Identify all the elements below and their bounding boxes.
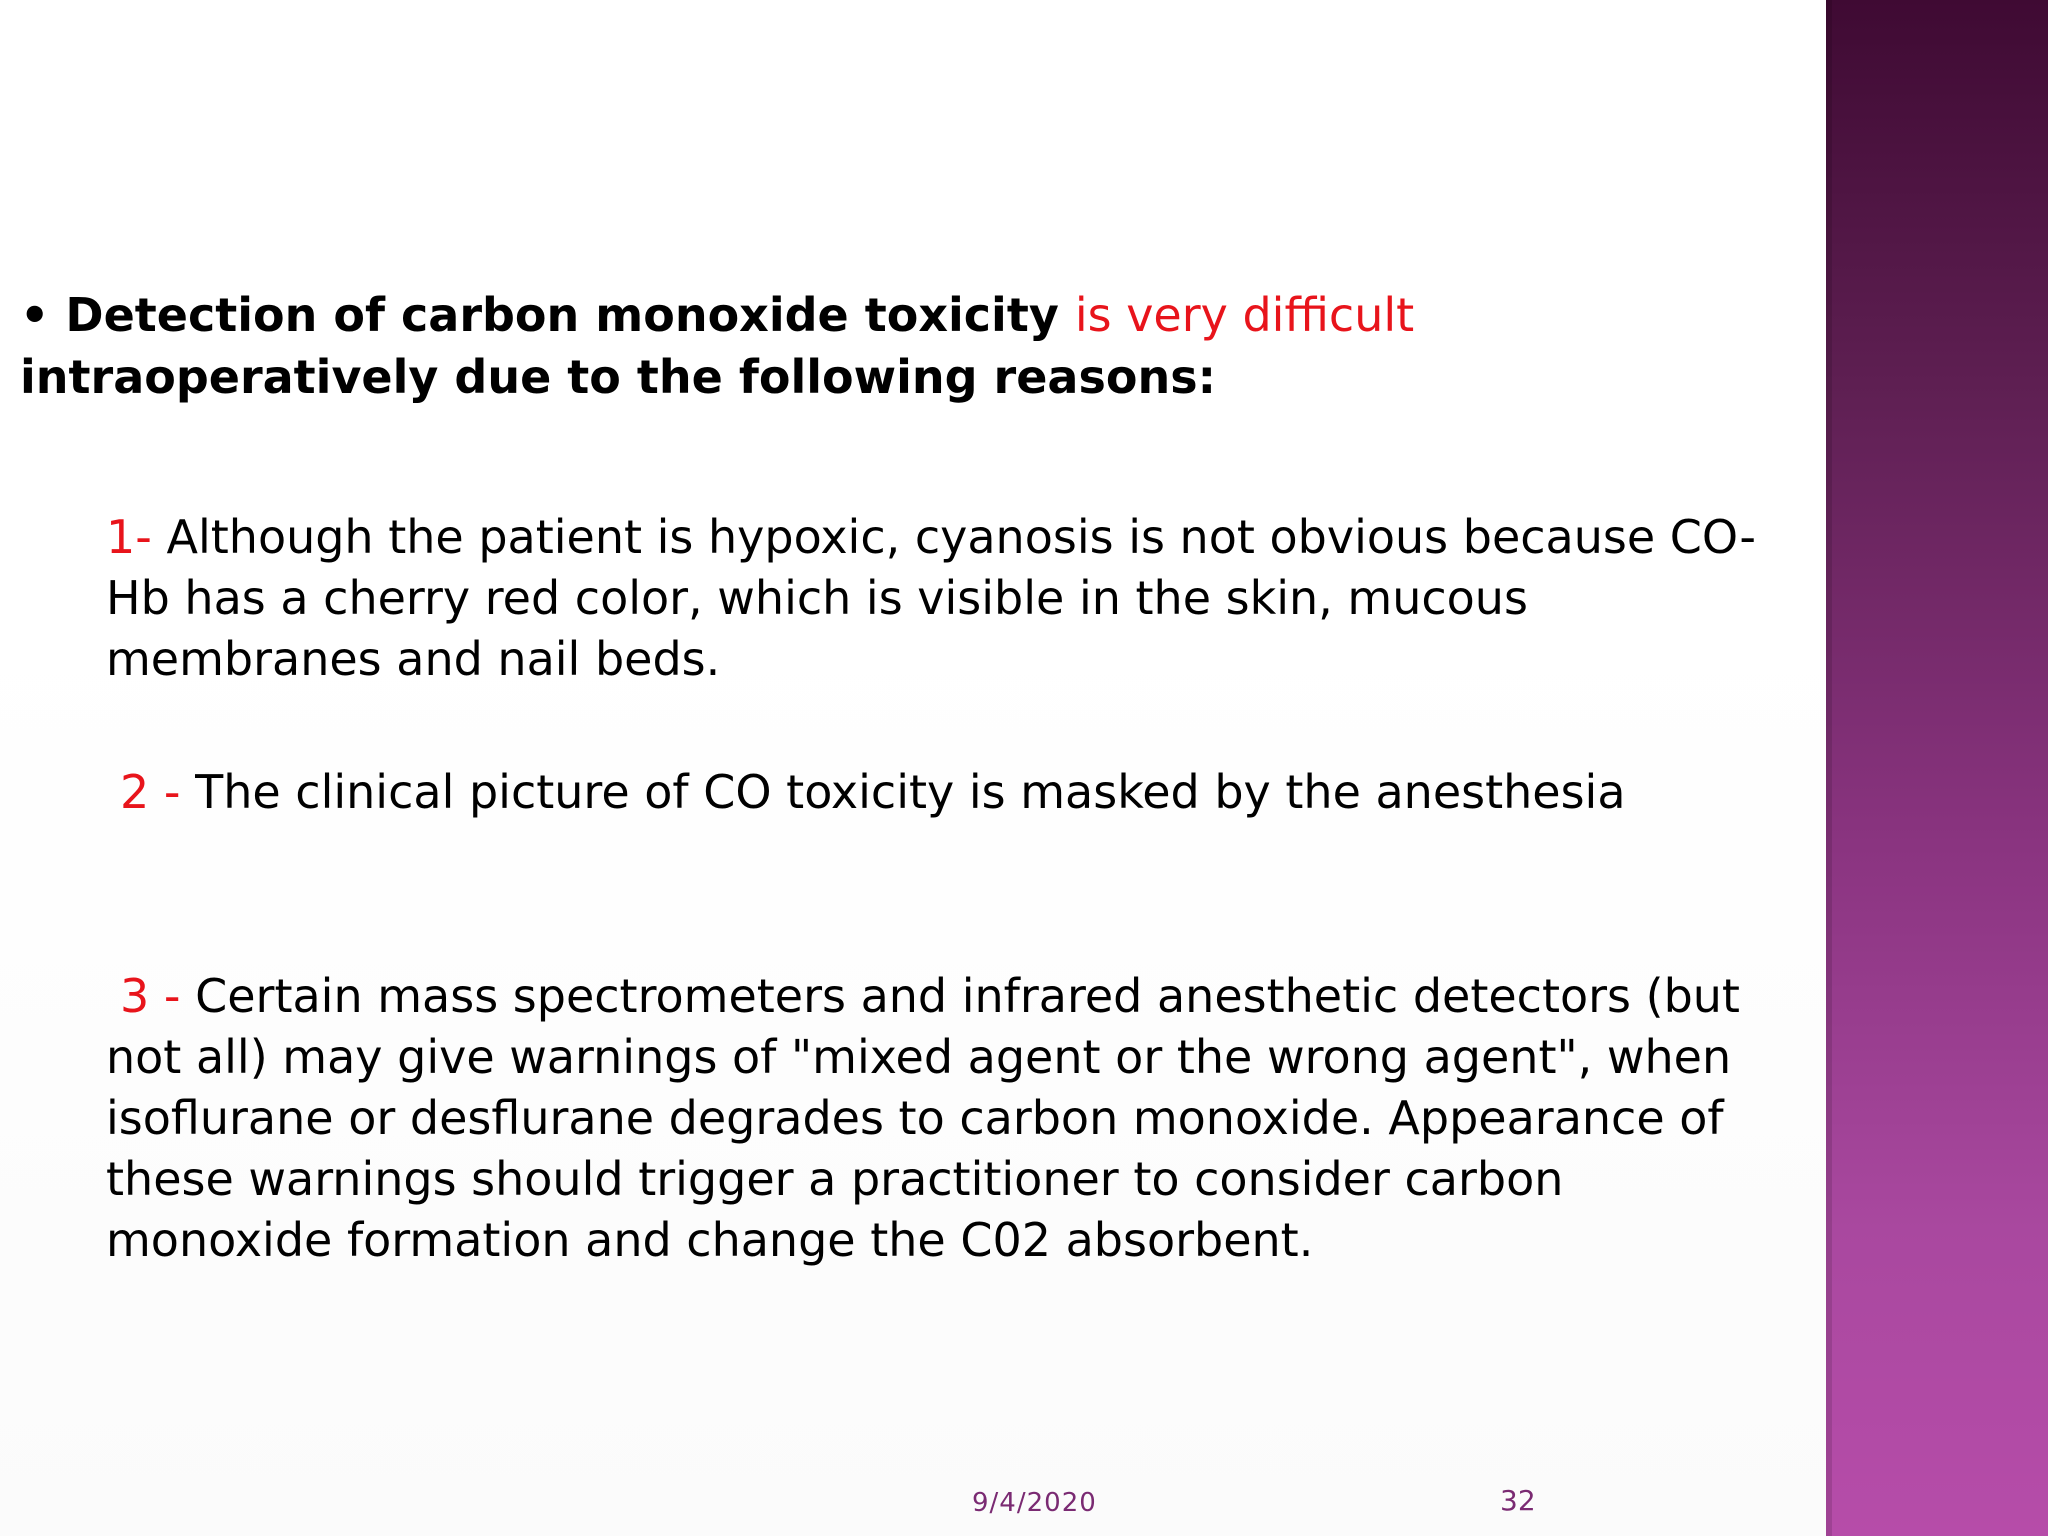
heading-highlight: is very difficult [1074, 288, 1415, 342]
reason-number: 3 - [120, 969, 181, 1023]
reason-number: 2 - [120, 765, 181, 819]
reason-item-1 [106, 507, 1786, 690]
reason-text: The clinical picture of CO toxicity is masked by the anesthesia [195, 765, 1626, 819]
slide-number: 32 [1500, 1484, 1536, 1517]
bullet-marker: • [20, 288, 50, 342]
reason-item-2 [120, 762, 1800, 823]
heading-text-part1: Detection of carbon monoxide toxicity [65, 288, 1059, 342]
heading-text-part2: intraoperatively due to the following reasons: [20, 350, 1216, 404]
reason-text: Certain mass spectrometers and infrared anesthetic detectors (but not all) may give warnings of "mixed agent or the wrong agent", when isoflurane or desflurane degrades to carbon monoxide. Appearance of these warnings should trigger a practitioner to consider carbon monoxide formation and change the C02 absorbent. [106, 969, 1740, 1267]
reason-text: Although the patient is hypoxic, cyanosis is not obvious because CO-Hb has a cherry red color, which is visible in the skin, mucous membranes and nail beds. [106, 510, 1756, 686]
slide-heading [20, 284, 1800, 408]
reason-number: 1- [106, 510, 152, 564]
decorative-side-band [1826, 0, 2048, 1536]
reason-item-3 [106, 966, 1786, 1271]
footer-date: 9/4/2020 [972, 1488, 1097, 1518]
